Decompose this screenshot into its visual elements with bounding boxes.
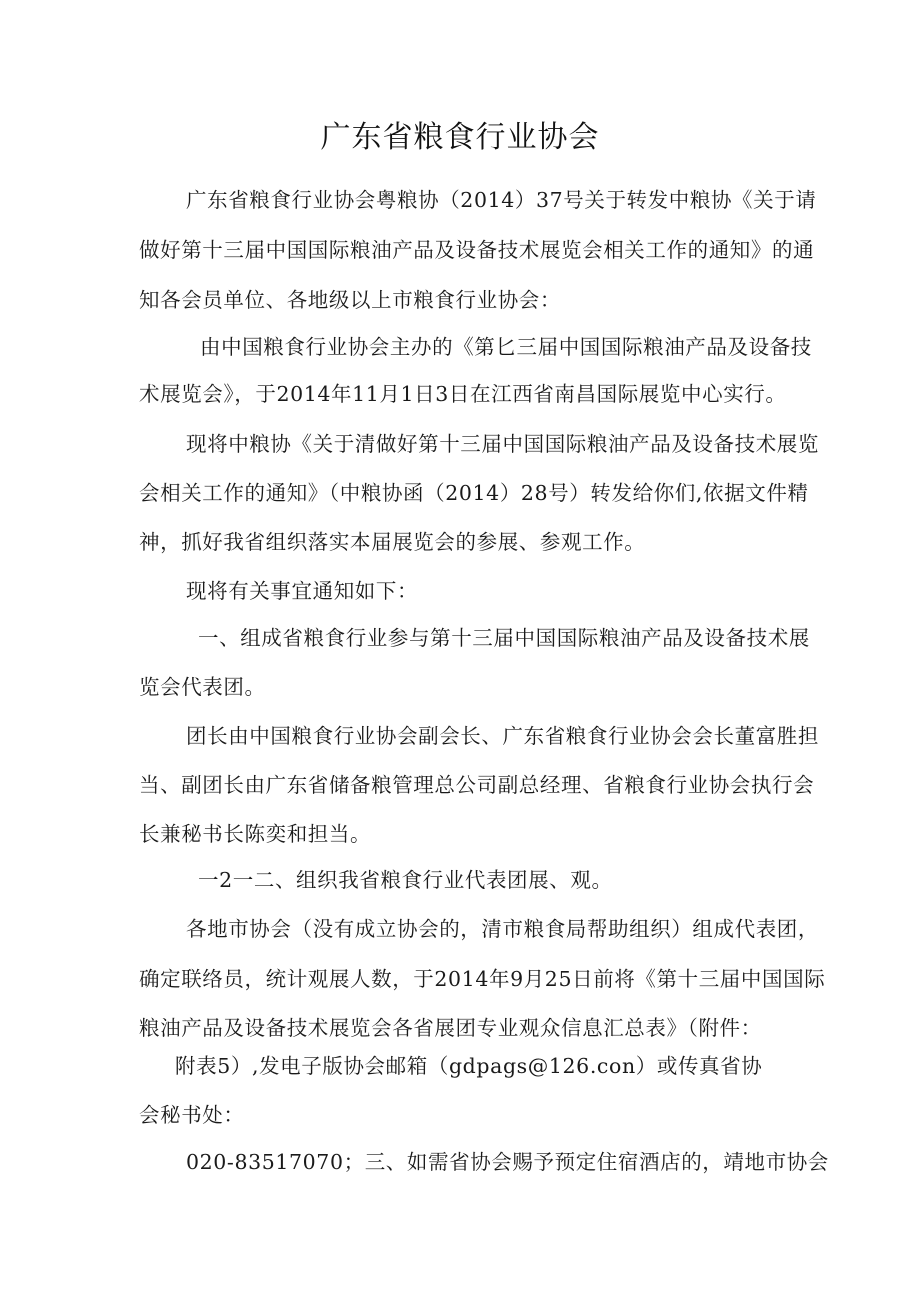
paragraph-line: 广东省粮食行业协会粤粮协（2014）37号关于转发中粮协《关于请: [186, 188, 817, 212]
paragraph-line: 020-83517070；三、如需省协会赐予预定住宿酒店的，靖地市协会: [186, 1150, 829, 1174]
paragraph-line: 览会代表团。: [139, 675, 266, 699]
document-title: 广东省粮食行业协会: [320, 120, 600, 155]
paragraph-line: 各地市协会（没有成立协会的，清市粮食局帮助组织）组成代表团，: [186, 917, 819, 941]
paragraph-line: 附表5）,发电子版协会邮箱（gdpags@126.con）或传真省协: [175, 1054, 763, 1078]
paragraph-line: 神，抓好我省组织落实本届展览会的参展、参观工作。: [139, 530, 646, 554]
paragraph-line: 现将中粮协《关于清做好第十三届中国国际粮油产品及设备技术展览: [186, 432, 819, 456]
paragraph-line: 长兼秘书长陈奕和担当。: [139, 822, 372, 846]
paragraph-line: 会相关工作的通知》（中粮协函（2014）28号）转发给你们,依据文件精: [139, 481, 809, 505]
paragraph-line: 做好第十三届中国国际粮油产品及设备技术展览会相关工作的通知》的通: [139, 238, 815, 262]
paragraph-line: 一、组成省粮食行业参与第十三届中国国际粮油产品及设备技术展: [198, 626, 810, 650]
paragraph-line: 一2一二、组织我省粮食行业代表团展、观。: [198, 868, 613, 892]
paragraph-line: 由中国粮食行业协会主办的《第匕三届中国国际粮油产品及设备技: [200, 335, 812, 359]
paragraph-line: 知各会员单位、各地级以上市粮食行业协会：: [139, 288, 561, 312]
paragraph-line: 确定联络员，统计观展人数，于2014年9月25日前将《第十三届中国国际: [139, 967, 826, 991]
paragraph-line: 粮油产品及设备技术展览会各省展团专业观众信息汇总表》（附件：: [139, 1016, 762, 1040]
paragraph-line: 当、副团长由广东省储备粮管理总公司副总经理、省粮食行业协会执行会: [139, 773, 815, 797]
paragraph-line: 团长由中国粮食行业协会副会长、广东省粮食行业协会会长董富胜担: [186, 724, 819, 748]
paragraph-line: 会秘书处：: [139, 1103, 245, 1127]
paragraph-line: 术展览会》，于2014年11月1日3日在江西省南昌国际展览中心实行。: [139, 382, 787, 406]
paragraph-line: 现将有关事宜通知如下：: [186, 579, 419, 603]
